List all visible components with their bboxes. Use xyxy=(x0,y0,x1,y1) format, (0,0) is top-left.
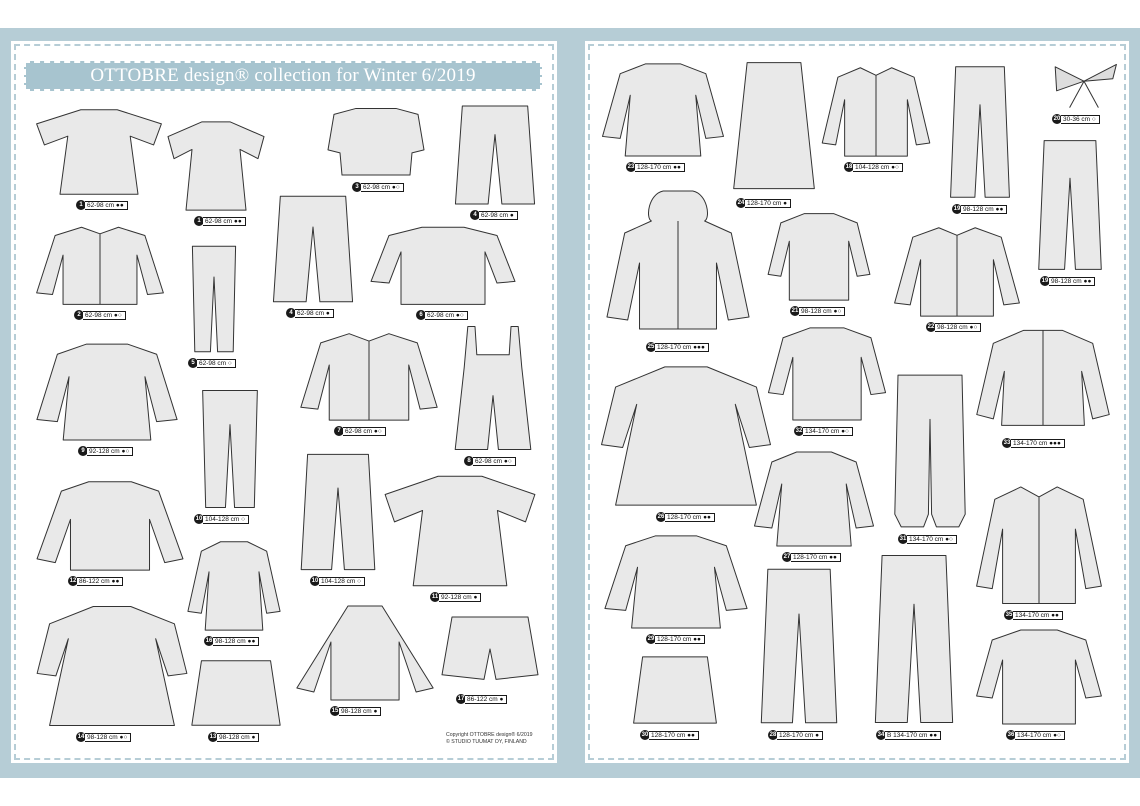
garment-item[interactable] xyxy=(598,364,774,522)
garment-item[interactable] xyxy=(890,372,970,544)
garment-outline xyxy=(607,191,749,329)
garment-outline xyxy=(734,63,815,189)
item-label xyxy=(952,204,1007,214)
garment-outline xyxy=(37,606,187,725)
item-size: 30-36 cm ○ xyxy=(1061,115,1100,124)
garment-item[interactable] xyxy=(452,104,538,220)
garment-drawing xyxy=(184,244,244,354)
garment-item[interactable] xyxy=(600,60,726,172)
copyright-line-2: © STUDIO TUUMAT OY, FINLAND xyxy=(446,739,527,745)
garment-item[interactable] xyxy=(382,474,538,602)
item-label xyxy=(794,426,853,436)
item-number: 18 xyxy=(845,164,853,170)
garment-drawing xyxy=(820,64,932,158)
garment-outline xyxy=(301,454,375,569)
item-number: 3 xyxy=(352,182,362,192)
item-number: 32 xyxy=(795,428,803,434)
item-size: 98-128 cm ●○ xyxy=(85,733,131,742)
garment-outline xyxy=(37,482,183,570)
garment-item[interactable] xyxy=(298,452,378,586)
item-size: 62-98 cm ●○ xyxy=(425,311,468,320)
item-number: 25 xyxy=(647,344,655,350)
item-size: 62-98 cm ● xyxy=(295,309,334,318)
garment-drawing xyxy=(892,224,1022,318)
item-size: 134-170 cm ●○ xyxy=(1015,731,1065,740)
garment-outline xyxy=(37,110,162,194)
item-number: 13 xyxy=(209,734,217,740)
garment-outline xyxy=(875,555,952,722)
garment-drawing xyxy=(752,448,876,548)
garment-drawing xyxy=(34,108,164,196)
garment-item[interactable] xyxy=(630,654,720,740)
garment-outline xyxy=(273,196,352,302)
garment-item[interactable] xyxy=(188,658,284,742)
item-number: 8 xyxy=(464,456,474,466)
garment-outline xyxy=(768,214,870,300)
item-size: 62-98 cm ●● xyxy=(85,201,128,210)
garment-item[interactable] xyxy=(34,340,180,456)
item-number: 20 xyxy=(1053,116,1061,122)
garment-outline xyxy=(37,344,177,440)
item-number: 34 xyxy=(877,732,885,738)
item-size: 98-128 cm ●● xyxy=(213,637,259,646)
item-number: 9 xyxy=(78,446,88,456)
garment-drawing xyxy=(448,324,538,452)
garment-item[interactable] xyxy=(184,244,244,368)
garment-item[interactable] xyxy=(766,324,888,436)
item-number: 4 xyxy=(470,210,480,220)
item-number: 29 xyxy=(647,636,655,642)
item-size: 62-98 cm ○ xyxy=(197,359,236,368)
item-number: 22 xyxy=(927,324,935,330)
garment-item[interactable] xyxy=(34,108,164,210)
garment-outline xyxy=(754,452,873,546)
item-size: 128-170 cm ●● xyxy=(655,635,705,644)
item-size: 104-128 cm ●○ xyxy=(853,163,903,172)
item-size: 98-128 cm ●○ xyxy=(799,307,845,316)
item-number: 36 xyxy=(1007,732,1015,738)
item-number: 27 xyxy=(783,554,791,560)
garment-drawing xyxy=(1048,62,1120,110)
garment-drawing xyxy=(630,654,720,726)
item-size: 98-128 cm ● xyxy=(217,733,259,742)
garment-drawing xyxy=(726,60,822,194)
garment-drawing xyxy=(298,452,378,572)
garment-drawing xyxy=(452,104,538,206)
item-label xyxy=(204,636,259,646)
item-number: 19 xyxy=(1041,278,1049,284)
item-label xyxy=(1004,610,1063,620)
item-number: 31 xyxy=(899,536,907,542)
garment-drawing xyxy=(368,224,518,306)
item-size: B 134-170 cm ●● xyxy=(885,731,941,740)
garment-drawing xyxy=(34,224,166,306)
item-label xyxy=(286,308,334,318)
garment-drawing xyxy=(188,658,284,728)
item-size: 92-128 cm ● xyxy=(439,593,481,602)
item-label xyxy=(656,512,715,522)
garment-item[interactable] xyxy=(368,224,518,320)
item-label xyxy=(330,706,381,716)
garment-outline xyxy=(168,122,264,210)
garment-drawing xyxy=(34,604,190,728)
garment-item[interactable] xyxy=(948,64,1012,214)
item-number: 24 xyxy=(737,200,745,206)
garment-drawing xyxy=(766,210,872,302)
garment-item[interactable] xyxy=(270,194,356,318)
garment-item[interactable] xyxy=(974,626,1104,740)
item-size: 62-98 cm ●○ xyxy=(343,427,386,436)
garment-item[interactable] xyxy=(758,566,840,740)
item-label xyxy=(646,342,709,352)
garment-outline xyxy=(328,108,424,175)
item-label xyxy=(76,732,131,742)
garment-drawing xyxy=(974,326,1112,434)
item-size: 62-98 cm ●○ xyxy=(361,183,404,192)
item-size: 128-170 cm ● xyxy=(745,199,791,208)
garment-outline xyxy=(634,657,717,723)
item-number: 19 xyxy=(953,206,961,212)
item-label xyxy=(844,162,903,172)
garment-drawing xyxy=(382,474,538,588)
item-number: 16 xyxy=(205,638,213,644)
item-size: 62-98 cm ●○ xyxy=(83,311,126,320)
item-number: 26 xyxy=(657,514,665,520)
left-page xyxy=(14,44,554,760)
garment-drawing xyxy=(440,614,540,690)
garment-item[interactable] xyxy=(440,614,540,704)
item-label xyxy=(78,446,133,456)
garment-item[interactable] xyxy=(34,224,166,320)
garment-item[interactable] xyxy=(326,104,426,192)
item-label xyxy=(456,694,507,704)
garment-outline xyxy=(192,661,280,725)
garment-item[interactable] xyxy=(604,188,752,352)
garment-drawing xyxy=(872,552,956,726)
item-size: 62-98 cm ● xyxy=(479,211,518,220)
item-label xyxy=(1040,276,1095,286)
item-size: 128-170 cm ● xyxy=(777,731,823,740)
item-label xyxy=(876,730,941,740)
garment-item[interactable] xyxy=(34,478,186,586)
item-size: 134-170 cm ●● xyxy=(1013,611,1063,620)
garment-drawing xyxy=(890,372,970,530)
garment-item[interactable] xyxy=(298,330,440,436)
item-label xyxy=(768,730,823,740)
item-label xyxy=(416,310,468,320)
garment-item[interactable] xyxy=(766,210,872,316)
item-size: 128-170 cm ●●● xyxy=(655,343,709,352)
item-size: 86-122 cm ● xyxy=(465,695,507,704)
item-size: 98-128 cm ●● xyxy=(961,205,1007,214)
garment-item[interactable] xyxy=(1036,138,1104,286)
garment-drawing xyxy=(758,566,840,726)
garment-outline xyxy=(297,606,433,700)
garment-drawing xyxy=(270,194,356,304)
item-label xyxy=(640,730,699,740)
item-size: 98-128 cm ●○ xyxy=(935,323,981,332)
item-number: 28 xyxy=(769,732,777,738)
item-size: 128-170 cm ●● xyxy=(649,731,699,740)
garment-outline xyxy=(203,390,258,507)
item-number: 11 xyxy=(431,594,439,600)
garment-item[interactable] xyxy=(872,552,956,740)
garment-outline xyxy=(371,227,515,304)
item-number: 10 xyxy=(195,516,203,522)
garment-drawing xyxy=(166,120,266,212)
garment-outline xyxy=(822,68,930,156)
item-number: 1 xyxy=(194,216,204,226)
item-size: 86-122 cm ●● xyxy=(77,577,123,586)
garment-outline xyxy=(1039,141,1102,270)
garment-item[interactable] xyxy=(602,532,750,644)
item-label xyxy=(646,634,705,644)
item-label xyxy=(334,426,386,436)
garment-drawing xyxy=(186,538,282,632)
item-size: 62-98 cm ●○ xyxy=(473,457,516,466)
garment-item[interactable] xyxy=(166,120,266,226)
item-number: 21 xyxy=(791,308,799,314)
garment-item[interactable] xyxy=(726,60,822,208)
garment-item[interactable] xyxy=(294,602,436,716)
item-size: 134-170 cm ●○ xyxy=(907,535,957,544)
garment-drawing xyxy=(604,188,752,338)
garment-outline xyxy=(895,375,965,527)
item-label xyxy=(352,182,404,192)
garment-outline xyxy=(455,106,534,204)
garment-drawing xyxy=(600,60,726,158)
item-number: 1 xyxy=(76,200,86,210)
garment-drawing xyxy=(34,478,186,572)
item-label xyxy=(1006,730,1065,740)
item-label xyxy=(782,552,841,562)
garment-item[interactable] xyxy=(892,224,1022,332)
garment-outline xyxy=(602,367,771,505)
garment-item[interactable] xyxy=(974,326,1112,448)
garment-outline xyxy=(605,536,747,628)
item-number: 17 xyxy=(457,696,465,702)
garment-item[interactable] xyxy=(752,448,876,562)
item-number: 23 xyxy=(627,164,635,170)
garment-outline xyxy=(188,542,280,630)
page-title: OTTOBRE design® collection for Winter 6/2019 xyxy=(24,61,542,91)
item-label xyxy=(790,306,845,316)
garment-item[interactable] xyxy=(974,482,1104,620)
garment-outline xyxy=(761,569,836,723)
copyright-notice xyxy=(446,732,532,746)
garment-drawing xyxy=(326,104,426,178)
item-label xyxy=(464,456,516,466)
garment-outline xyxy=(977,630,1102,724)
garment-outline xyxy=(192,246,235,352)
garment-outline xyxy=(603,64,724,156)
garment-drawing xyxy=(1036,138,1104,272)
item-number: 4 xyxy=(286,308,296,318)
garment-item[interactable] xyxy=(820,64,932,172)
garment-drawing xyxy=(598,364,774,508)
item-label xyxy=(68,576,123,586)
garment-item[interactable] xyxy=(1048,62,1120,124)
garment-drawing xyxy=(34,340,180,442)
garment-drawing xyxy=(948,64,1012,200)
item-size: 98-128 cm ●● xyxy=(1049,277,1095,286)
garment-drawing xyxy=(294,602,436,702)
garment-item[interactable] xyxy=(186,538,282,646)
item-number: 10 xyxy=(311,578,319,584)
item-number: 12 xyxy=(69,578,77,584)
garment-outline xyxy=(895,228,1020,316)
garment-outline xyxy=(951,67,1010,198)
item-label xyxy=(430,592,481,602)
item-label xyxy=(1052,114,1100,124)
garment-outline xyxy=(301,334,437,420)
item-label xyxy=(626,162,685,172)
item-label xyxy=(208,732,259,742)
item-number: 35 xyxy=(1005,612,1013,618)
garment-drawing xyxy=(974,626,1104,726)
garment-outline xyxy=(1055,64,1116,107)
garment-item[interactable] xyxy=(192,388,268,524)
item-number: 30 xyxy=(641,732,649,738)
item-number: 6 xyxy=(416,310,426,320)
garment-outline xyxy=(977,330,1109,425)
item-number: 15 xyxy=(331,708,339,714)
item-size: 134-170 cm ●●● xyxy=(1011,439,1065,448)
item-size: 134-170 cm ●○ xyxy=(803,427,853,436)
item-size: 104-128 cm ○ xyxy=(319,577,365,586)
item-number: 2 xyxy=(74,310,84,320)
item-label xyxy=(194,216,246,226)
item-size: 128-170 cm ●● xyxy=(635,163,685,172)
copyright-line-1: Copyright OTTOBRE design® 6/2019 xyxy=(446,732,533,738)
garment-outline xyxy=(455,327,531,450)
garment-outline xyxy=(37,227,164,304)
item-label xyxy=(470,210,518,220)
garment-drawing xyxy=(192,388,268,510)
item-label xyxy=(1002,438,1065,448)
item-number: 33 xyxy=(1003,440,1011,446)
garment-outline xyxy=(442,617,538,679)
garment-drawing xyxy=(766,324,888,422)
garment-drawing xyxy=(602,532,750,630)
garment-outline xyxy=(977,487,1102,604)
item-size: 128-170 cm ●● xyxy=(791,553,841,562)
item-label xyxy=(76,200,128,210)
garment-outline xyxy=(768,328,885,420)
item-label xyxy=(188,358,236,368)
item-label xyxy=(74,310,126,320)
item-size: 98-128 cm ● xyxy=(339,707,381,716)
right-page xyxy=(588,44,1126,760)
item-size: 92-128 cm ●○ xyxy=(87,447,133,456)
item-size: 128-170 cm ●● xyxy=(665,513,715,522)
item-size: 104-128 cm ○ xyxy=(203,515,249,524)
garment-drawing xyxy=(298,330,440,422)
item-label xyxy=(310,576,365,586)
item-number: 5 xyxy=(188,358,198,368)
item-size: 62-98 cm ●● xyxy=(203,217,246,226)
item-number: 14 xyxy=(77,734,85,740)
item-number: 7 xyxy=(334,426,344,436)
garment-drawing xyxy=(974,482,1104,606)
garment-item[interactable] xyxy=(34,604,190,742)
item-label xyxy=(194,514,249,524)
garment-outline xyxy=(385,476,535,585)
garment-item[interactable] xyxy=(448,324,538,466)
item-label xyxy=(898,534,957,544)
